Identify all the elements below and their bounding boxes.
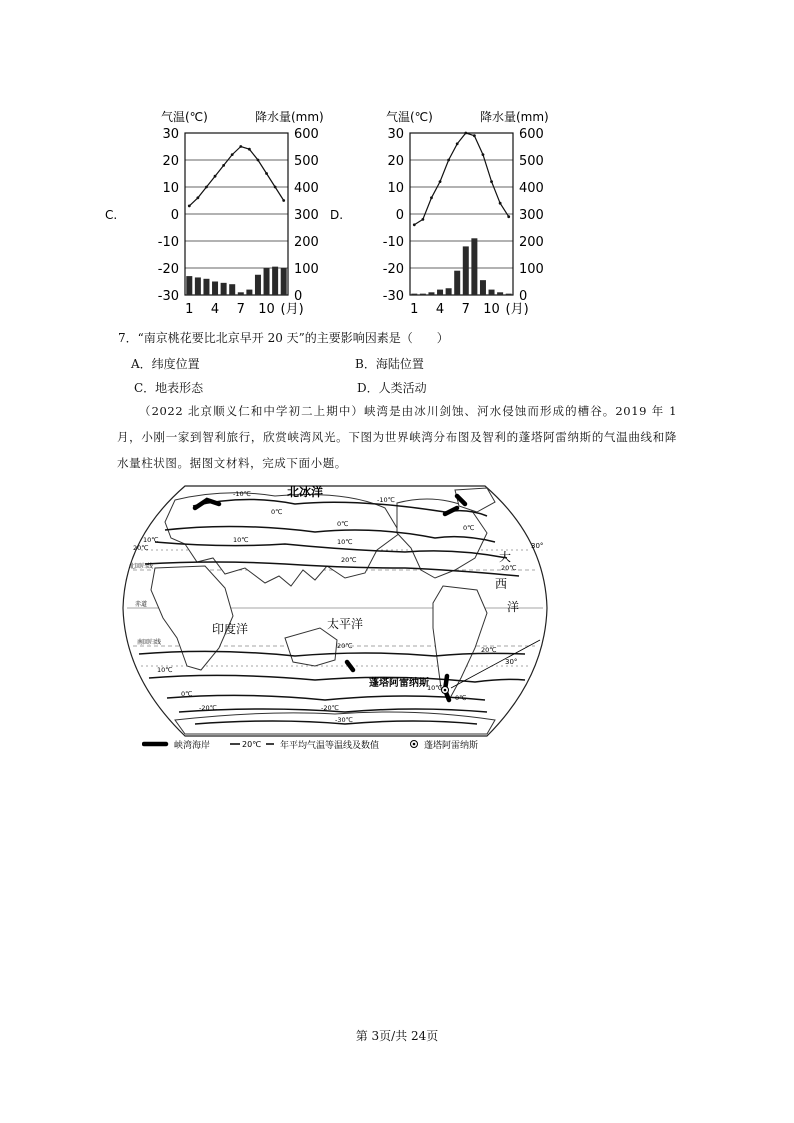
temperature-point: [447, 159, 450, 162]
precip-bar: [446, 288, 452, 295]
fjord-map-svg: [115, 478, 555, 750]
temp-tick-label: -30: [157, 289, 179, 304]
month-tick-label: 7: [461, 302, 470, 317]
precip-tick-label: 300: [519, 208, 544, 223]
iso-label-10-d: 10℃: [157, 666, 173, 674]
precip-bar: [272, 267, 278, 295]
temperature-point: [248, 148, 251, 151]
precip-bar: [506, 294, 512, 295]
iso-label-20-c: 20℃: [501, 564, 517, 572]
precip-bar: [212, 282, 218, 296]
legend-fjord-label: 峡湾海岸: [174, 741, 211, 751]
temp-axis-title: 气温(℃): [161, 110, 208, 124]
iso-label-0-e: 0℃: [455, 694, 467, 702]
fjord-map: [115, 478, 555, 750]
temp-tick-label: 20: [387, 154, 404, 169]
iso-label-m10-a: -10℃: [233, 490, 251, 498]
precip-bar: [186, 276, 192, 295]
label-atlantic-3: 洋: [507, 600, 520, 614]
temperature-point: [456, 142, 459, 145]
iso-label-0-d: 0℃: [181, 690, 193, 698]
temperature-point: [265, 172, 268, 175]
precip-bar: [221, 283, 227, 295]
temperature-line: [414, 133, 508, 225]
label-atlantic-2: 西: [495, 577, 508, 591]
map-legend-svg: [142, 735, 522, 753]
temperature-point: [507, 215, 510, 218]
precip-tick-label: 100: [519, 262, 544, 277]
temperature-point: [239, 145, 242, 148]
iso-label-20-d: 20℃: [337, 642, 353, 650]
label-pacific: 太平洋: [326, 617, 364, 631]
label-lat-30s: 30°: [505, 658, 518, 666]
month-tick-label: 1: [185, 302, 194, 317]
precip-tick-label: 100: [294, 262, 319, 277]
precip-bar: [489, 290, 495, 295]
iso-label-m20-a: -20℃: [199, 704, 217, 712]
option-b[interactable]: B．海陆位置: [355, 357, 424, 371]
city-marker-inner: [444, 689, 447, 692]
temperature-point: [257, 159, 260, 162]
temperature-point: [482, 153, 485, 156]
precip-tick-label: 200: [519, 235, 544, 250]
month-tick-label: 10: [258, 302, 275, 317]
month-tick-label: 4: [435, 302, 445, 317]
precip-bar: [246, 290, 252, 295]
precip-bar: [255, 275, 261, 295]
iso-label-m10-b: -10℃: [377, 496, 395, 504]
climate-chart-d: [330, 105, 550, 320]
label-lat-30n: 30°: [531, 542, 544, 550]
iso-label-20-e: 20℃: [481, 646, 497, 654]
iso-label-20-b: 20℃: [341, 556, 357, 564]
iso-label-10-c: 10℃: [143, 536, 159, 544]
temp-tick-label: -10: [382, 235, 404, 250]
temp-axis-title: 气温(℃): [386, 110, 433, 124]
temperature-point: [464, 132, 467, 135]
option-a[interactable]: A．纬度位置: [131, 357, 200, 371]
option-c[interactable]: C．地表形态: [134, 381, 204, 395]
chart-c-group: [105, 109, 324, 317]
temperature-point: [499, 202, 502, 205]
legend-iso-label: 年平均气温等温线及数值: [280, 741, 380, 751]
temperature-point: [473, 134, 476, 137]
temp-tick-label: 20: [162, 154, 179, 169]
month-tick-label: 10: [483, 302, 500, 317]
label-city: 蓬塔阿雷纳斯: [369, 678, 429, 689]
question-7-stem: 7．“南京桃花要比北京早开 20 天”的主要影响因素是（ ）: [118, 331, 449, 345]
iso-label-10-b: 10℃: [337, 538, 353, 546]
precip-tick-label: 300: [294, 208, 319, 223]
temperature-point: [282, 199, 285, 202]
temp-tick-label: 10: [387, 181, 404, 196]
temperature-point: [188, 205, 191, 208]
precip-tick-label: 400: [519, 181, 544, 196]
iso-label-m30: -30℃: [335, 716, 353, 724]
climate-chart-c: [105, 105, 325, 320]
precip-bar: [454, 271, 460, 295]
precip-tick-label: 0: [519, 289, 528, 304]
precip-bar: [264, 268, 270, 295]
iso-label-10-a: 10℃: [233, 536, 249, 544]
temp-tick-label: -20: [157, 262, 179, 277]
temperature-point: [421, 218, 424, 221]
precip-tick-label: 500: [294, 154, 319, 169]
month-tick-label: 4: [210, 302, 220, 317]
intro-paragraph: （2022 北京顺义仁和中学初二上期中）峡湾是由冰川剑蚀、河水侵蚀而形成的槽谷。2019 年 1 月，小刚一家到智利旅行，欣赏峡湾风光。下图为世界峡湾分布图及智利的蓬塔阿雷纳斯的气温曲线和降水量柱状图。据图文材料，完成下面小题。: [117, 404, 677, 470]
iso-label-0-a: 0℃: [271, 508, 283, 516]
chart-option-letter: D.: [330, 208, 344, 222]
label-atlantic-1: 大: [499, 550, 512, 564]
temperature-line: [189, 147, 283, 206]
temperature-point: [430, 196, 433, 199]
iso-label-m20-b: -20℃: [321, 704, 339, 712]
precip-tick-label: 500: [519, 154, 544, 169]
precip-bar: [437, 290, 443, 295]
label-equator: 赤道: [135, 601, 148, 608]
month-tick-label: 7: [236, 302, 245, 317]
iso-label-10-e: 10℃: [427, 684, 443, 692]
chart-d-group: [330, 109, 549, 317]
temperature-point: [413, 223, 416, 226]
month-unit-label: (月): [280, 302, 304, 317]
precip-bar: [203, 279, 209, 295]
iso-label-0-c: 0℃: [463, 524, 475, 532]
precip-bar: [195, 277, 201, 295]
precip-bar: [480, 280, 486, 295]
precip-axis-title: 降水量(mm): [480, 110, 549, 124]
climate-chart-d-svg: [330, 105, 550, 320]
temperature-point: [222, 164, 225, 167]
label-indian: 印度洋: [211, 622, 249, 636]
precip-bar: [428, 292, 434, 295]
precip-bar: [238, 292, 244, 295]
map-legend: [142, 735, 522, 753]
temp-tick-label: -20: [382, 262, 404, 277]
temperature-point: [490, 180, 493, 183]
legend-iso-value: 20℃: [242, 740, 262, 749]
precip-tick-label: 400: [294, 181, 319, 196]
temperature-point: [231, 153, 234, 156]
iso-label-20-a: 20℃: [133, 544, 149, 552]
temperature-point: [214, 175, 217, 178]
precip-bar: [229, 284, 235, 295]
iso-label-0-b: 0℃: [337, 520, 349, 528]
month-tick-label: 1: [410, 302, 419, 317]
precip-tick-label: 600: [294, 127, 319, 142]
temperature-point: [196, 196, 199, 199]
temperature-point: [274, 186, 277, 189]
precip-bar: [471, 238, 477, 295]
temp-tick-label: -30: [382, 289, 404, 304]
temperature-point: [439, 180, 442, 183]
precip-bar: [281, 268, 287, 295]
precip-bar: [420, 294, 426, 295]
precip-tick-label: 0: [294, 289, 303, 304]
precip-axis-title: 降水量(mm): [255, 110, 324, 124]
legend-city-label: 蓬塔阿雷纳斯: [424, 741, 479, 751]
temp-tick-label: -10: [157, 235, 179, 250]
temp-tick-label: 0: [395, 208, 404, 223]
climate-chart-c-svg: [105, 105, 325, 320]
precip-bar: [497, 292, 503, 295]
precip-bar: [411, 294, 417, 295]
option-d[interactable]: D．人类活动: [357, 381, 427, 395]
month-unit-label: (月): [505, 302, 529, 317]
temperature-point: [205, 186, 208, 189]
temp-tick-label: 10: [162, 181, 179, 196]
temp-tick-label: 30: [162, 127, 179, 142]
label-tropic-south: 南回归线: [137, 639, 162, 646]
precip-tick-label: 600: [519, 127, 544, 142]
precip-tick-label: 200: [294, 235, 319, 250]
label-tropic-north: 北回归线: [129, 563, 154, 570]
precip-bar: [463, 246, 469, 295]
temp-tick-label: 30: [387, 127, 404, 142]
page-footer: 第 3页/共 24页: [355, 1029, 439, 1043]
temp-tick-label: 0: [170, 208, 179, 223]
legend-city-symbol-inner: [413, 743, 416, 746]
label-arctic: 北冰洋: [286, 485, 324, 499]
chart-option-letter: C.: [105, 208, 118, 222]
